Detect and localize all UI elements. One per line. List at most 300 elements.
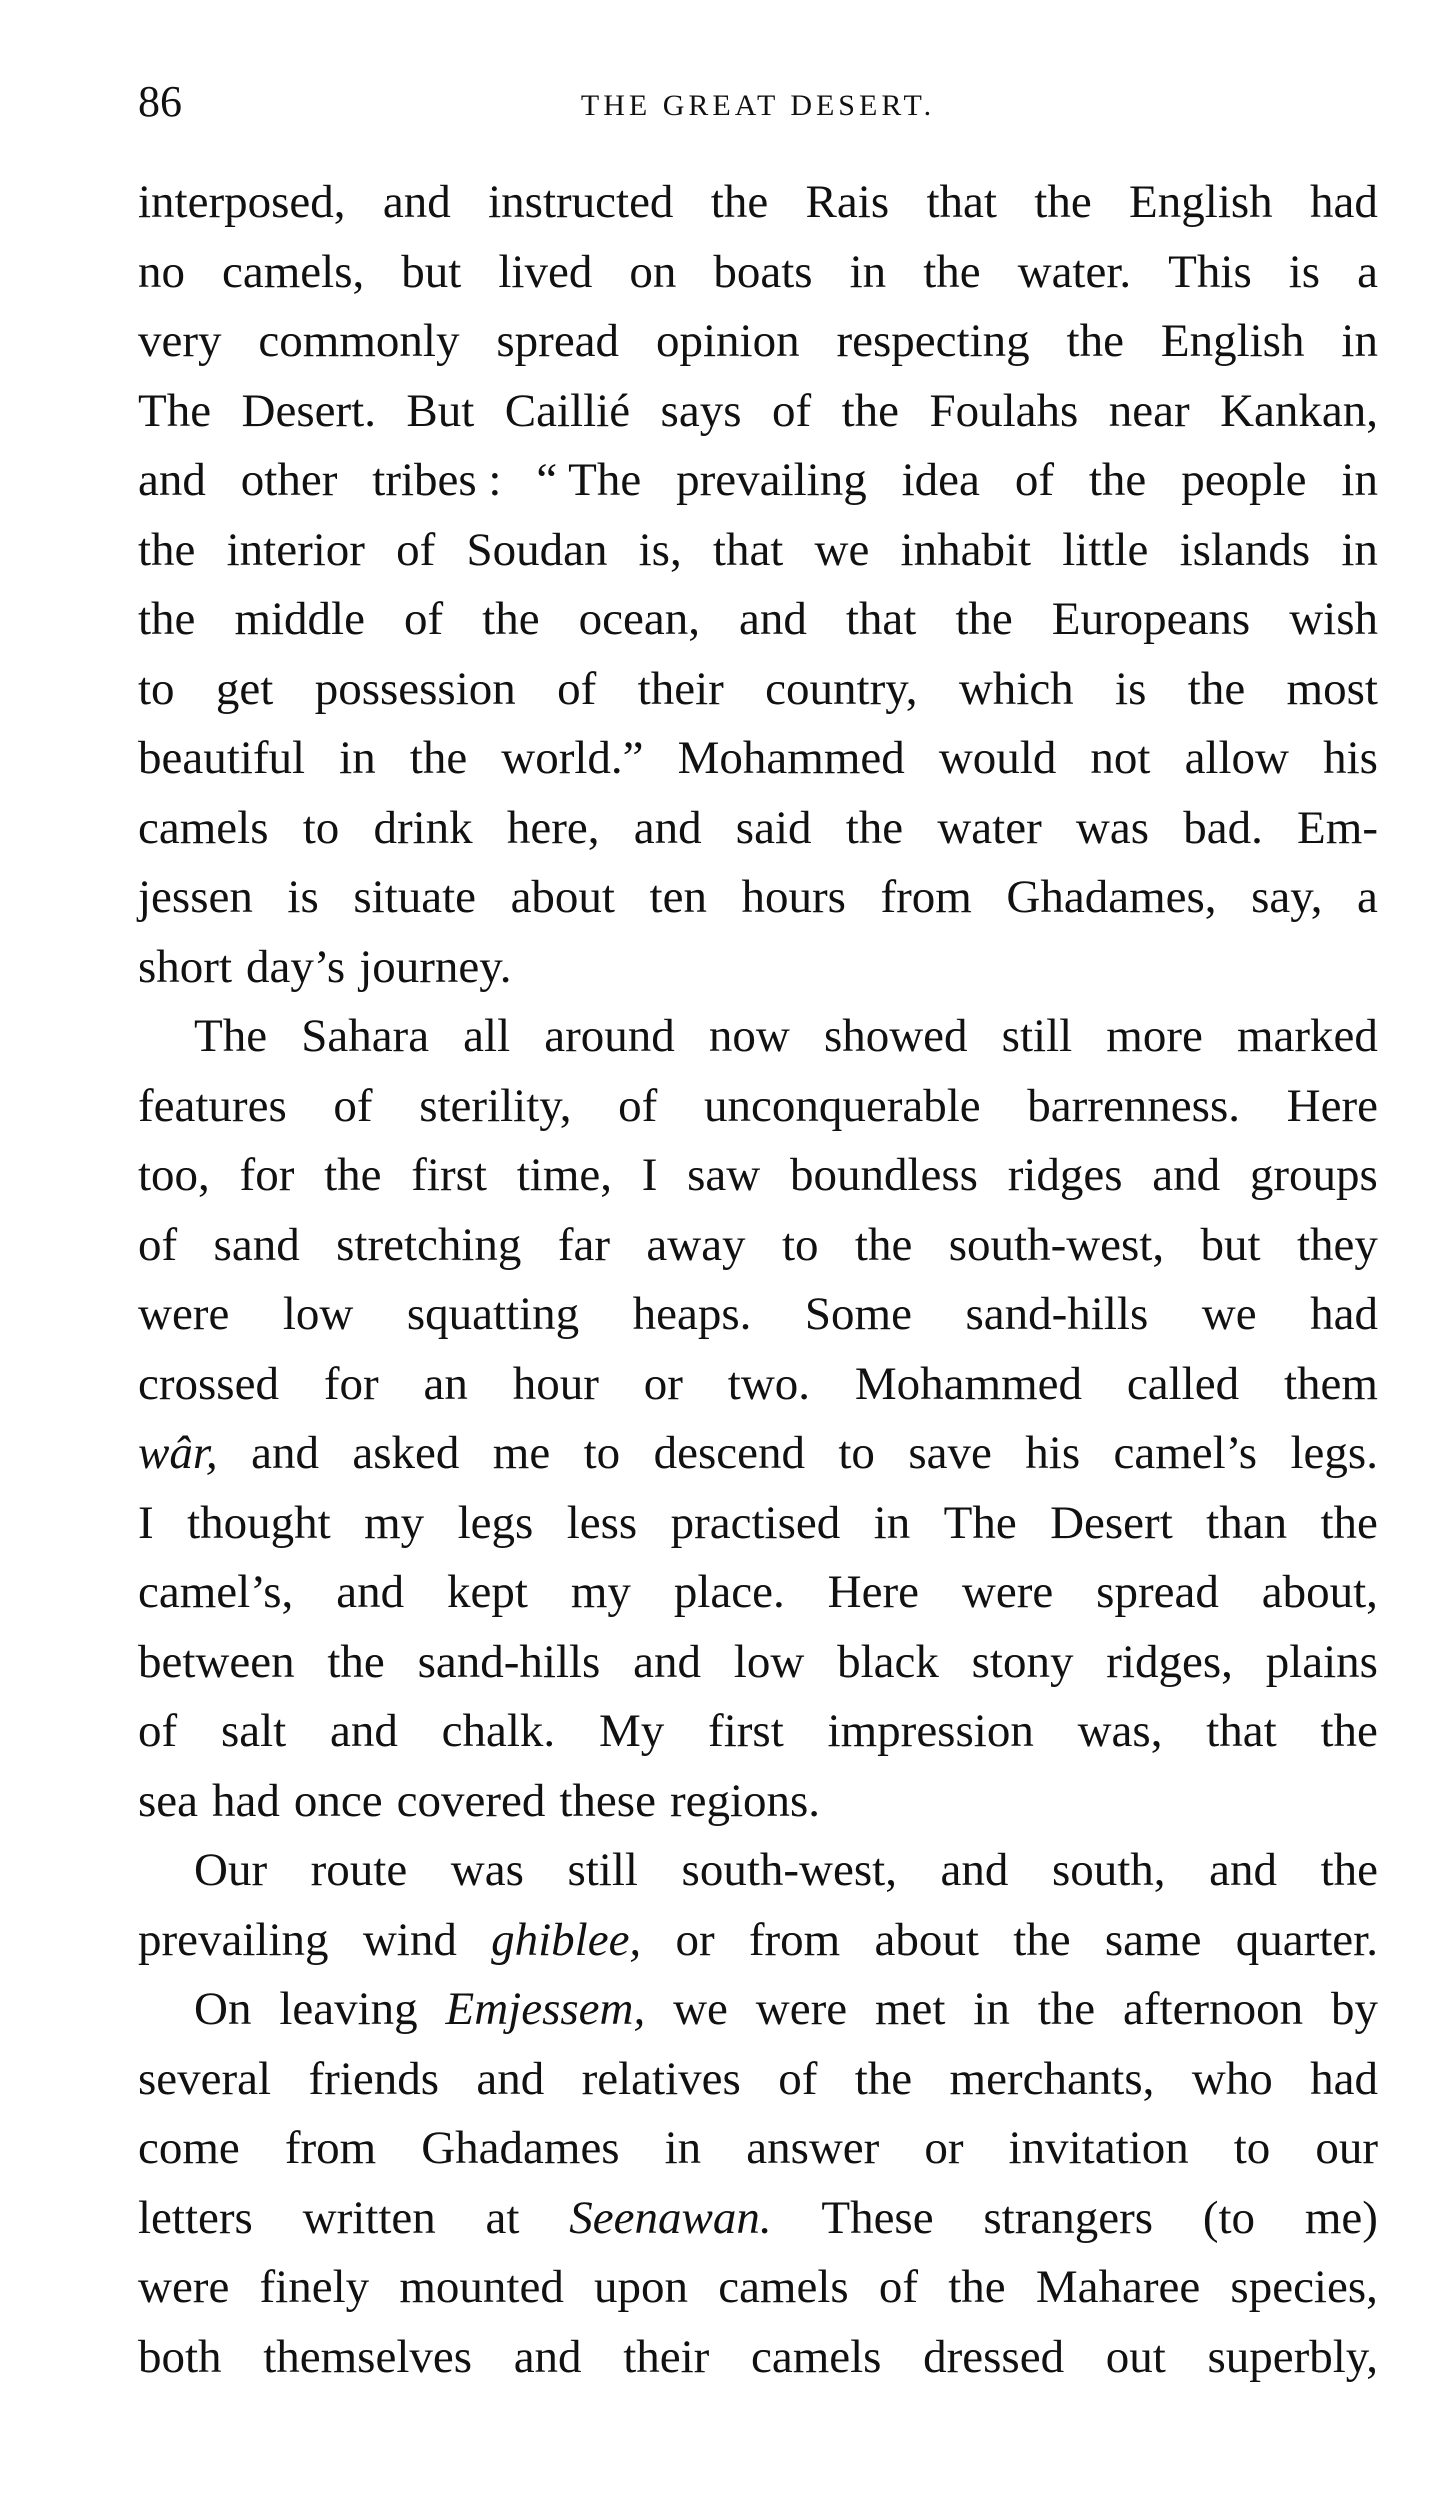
word: legs (457, 1496, 534, 1549)
word: dressed (923, 2330, 1065, 2383)
word: first (411, 1149, 487, 1201)
word: stony (971, 1635, 1074, 1688)
word: of (396, 523, 436, 576)
word: Our (194, 1844, 268, 1896)
word: sand-hills (965, 1288, 1149, 1340)
text-line (138, 1489, 1378, 1559)
word: that (1206, 1705, 1277, 1757)
word: in (849, 245, 887, 298)
word: idea (901, 454, 980, 506)
word: in (1341, 523, 1378, 576)
word: of (333, 1079, 373, 1132)
word: still (1001, 1010, 1073, 1062)
word: practised (670, 1496, 841, 1549)
word: once (293, 1774, 383, 1827)
word: both (138, 2330, 222, 2383)
word: impression (827, 1705, 1034, 1757)
word: salt (220, 1705, 287, 1757)
word: to (583, 1427, 621, 1479)
word: middle (234, 593, 365, 645)
word: a (1357, 871, 1378, 923)
word: upon (594, 2261, 689, 2313)
word: The (138, 384, 212, 437)
word: still (567, 1844, 638, 1896)
text-line (138, 2253, 1378, 2323)
word: of (878, 2261, 919, 2313)
word: kept (447, 1566, 528, 1618)
word: wind (362, 1913, 457, 1966)
word: showed (823, 1010, 968, 1062)
word: or (643, 1357, 683, 1410)
word: merchants, (949, 2052, 1155, 2105)
word: Rais (805, 176, 890, 228)
word: and (336, 1566, 405, 1618)
word: an (423, 1357, 468, 1410)
word: covered (396, 1774, 546, 1827)
word: the (324, 1149, 382, 1201)
word: allow (1184, 732, 1289, 784)
word: would (938, 732, 1057, 784)
word: had (1310, 176, 1378, 228)
word: quarter. (1235, 1913, 1378, 1966)
word: were (755, 1983, 848, 2035)
word: they (1296, 1218, 1378, 1271)
word: chalk. (441, 1705, 556, 1757)
word: their (637, 662, 724, 715)
text-line (138, 2045, 1378, 2115)
word: and (138, 454, 206, 506)
word: were (961, 1566, 1054, 1618)
word: that (926, 176, 997, 228)
word: for (323, 1357, 379, 1410)
word: But (406, 384, 475, 437)
word: their (623, 2330, 710, 2383)
word: in (873, 1496, 911, 1549)
word: hours (741, 871, 846, 923)
word: people (1181, 454, 1307, 506)
word: far (557, 1218, 610, 1271)
word: the (923, 245, 981, 298)
word: water. (1017, 245, 1132, 298)
word: English (1160, 315, 1305, 367)
word: me (492, 1427, 551, 1479)
word: beautiful (138, 732, 306, 784)
word: too, (138, 1149, 210, 1201)
word: camels, (222, 245, 365, 298)
word: says (660, 384, 742, 437)
word: that (845, 593, 917, 645)
word: had (1310, 1288, 1378, 1340)
word: the (710, 176, 769, 228)
word: me) (1304, 2191, 1378, 2244)
word: These (821, 2191, 934, 2244)
word: mounted (399, 2261, 564, 2313)
word: Mohammed (677, 732, 905, 784)
word: plains (1265, 1635, 1378, 1688)
text-line (138, 933, 1378, 1003)
word: Here (1286, 1079, 1378, 1132)
word: had (1310, 2052, 1378, 2105)
word: opinion (655, 315, 800, 367)
word: is (287, 871, 319, 923)
text-line (138, 516, 1378, 586)
word: the (327, 1635, 385, 1688)
text-line (138, 724, 1378, 794)
word: The (943, 1496, 1017, 1549)
word: bad. (1183, 801, 1263, 854)
word: more (1106, 1010, 1203, 1062)
word: the (1187, 662, 1246, 715)
word: of (557, 662, 597, 715)
word: hour (512, 1357, 599, 1410)
text-line (138, 1697, 1378, 1767)
word: Ghadames, (1006, 871, 1217, 923)
word: is, (638, 523, 682, 576)
word: and (251, 1427, 319, 1479)
word: answer (746, 2122, 880, 2174)
word: which (958, 662, 1074, 715)
word: I (138, 1496, 154, 1549)
word: save (908, 1427, 992, 1479)
word: by (1330, 1983, 1378, 2035)
word: Desert (1050, 1496, 1173, 1549)
word: from (284, 2122, 377, 2174)
word: the (841, 384, 899, 437)
word: respecting (836, 315, 1030, 367)
word: about (874, 1913, 979, 1966)
text-line (138, 1211, 1378, 1281)
word: Europeans (1051, 593, 1251, 645)
text-line (138, 446, 1378, 516)
word: was, (1077, 1705, 1163, 1757)
word: the (1066, 315, 1124, 367)
word: we (814, 523, 870, 576)
running-title: THE GREAT DESERT. (580, 89, 936, 122)
word: who (1191, 2052, 1273, 2105)
body-text (138, 168, 1378, 2392)
word: were (138, 2261, 230, 2313)
word: friends (308, 2052, 439, 2105)
word: of (618, 1079, 658, 1132)
word: I (641, 1149, 658, 1201)
word: was (1075, 801, 1150, 854)
word: had (212, 1774, 280, 1827)
word: features (138, 1079, 287, 1132)
word: camels (138, 801, 269, 854)
word: to (781, 1218, 819, 1271)
word: the (1320, 1844, 1378, 1896)
word: interposed, (138, 176, 346, 228)
word: our (1315, 2122, 1378, 2174)
word: first (708, 1705, 784, 1757)
word: camel’s, (138, 1566, 294, 1618)
word: sand (213, 1218, 300, 1271)
word: Foulahs (929, 384, 1079, 437)
word: route (310, 1844, 408, 1896)
text-line (138, 2323, 1378, 2393)
word: finely (259, 2261, 370, 2313)
word: themselves (263, 2330, 473, 2383)
text-line (138, 168, 1378, 238)
word: here, (506, 801, 600, 854)
word: Caillié (504, 384, 631, 437)
text-line (138, 1419, 1378, 1489)
word: get (215, 662, 274, 715)
word: This (1168, 245, 1252, 298)
word: and (330, 1705, 398, 1757)
word: Some (804, 1288, 912, 1340)
word: asked (352, 1427, 460, 1479)
word: met (874, 1983, 946, 2035)
word: most (1286, 662, 1378, 715)
word: not (1090, 732, 1151, 784)
word: in (1341, 454, 1378, 506)
word: and (1152, 1149, 1221, 1201)
text-line (138, 2184, 1378, 2254)
word: now (708, 1010, 790, 1062)
word: say, (1251, 871, 1323, 923)
word: very (138, 315, 222, 367)
word: that (712, 523, 784, 576)
word: spread (496, 315, 620, 367)
word: of (404, 593, 444, 645)
word: and (1209, 1844, 1277, 1896)
word: near (1108, 384, 1190, 437)
word: Desert. (241, 384, 376, 437)
word: the (854, 1218, 913, 1271)
word: “ The (536, 454, 642, 506)
word: boats (713, 245, 813, 298)
text-line (138, 377, 1378, 447)
word: but (1200, 1218, 1261, 1271)
word: the (409, 732, 468, 784)
word: his (1323, 732, 1378, 784)
word: Ghadames (421, 2122, 620, 2174)
word: written (302, 2191, 436, 2244)
word: my (570, 1566, 631, 1618)
word: same (1104, 1913, 1202, 1966)
word: wâr, (138, 1427, 218, 1479)
word: the (1034, 176, 1092, 228)
word: of (1014, 454, 1054, 506)
word: several (138, 2052, 272, 2105)
word: the (138, 593, 196, 645)
word: the (1013, 1913, 1071, 1966)
word: tribes : (372, 454, 502, 506)
word: and (633, 801, 702, 854)
word: were (138, 1288, 230, 1340)
word: away (646, 1218, 746, 1271)
word: in (339, 732, 376, 784)
word: islands (1179, 523, 1311, 576)
word: of (778, 2052, 818, 2105)
word: of (138, 1218, 178, 1271)
word: crossed (138, 1357, 279, 1410)
text-line (138, 2114, 1378, 2184)
word: low (282, 1288, 354, 1340)
word: a (1357, 245, 1378, 298)
word: and (513, 2330, 582, 2383)
word: the (482, 593, 540, 645)
word: black (837, 1635, 939, 1688)
word: camel’s (1113, 1427, 1258, 1479)
word: groups (1249, 1149, 1378, 1201)
word: leaving (279, 1983, 418, 2035)
word: south, (1051, 1844, 1166, 1896)
word: stretching (336, 1218, 522, 1271)
word: possession (314, 662, 516, 715)
word: prevailing (676, 454, 867, 506)
text-line (138, 1836, 1378, 1906)
word: camels (750, 2330, 882, 2383)
word: the (854, 2052, 913, 2105)
word: inhabit (900, 523, 1032, 576)
word: the (955, 593, 1013, 645)
word: than (1206, 1496, 1288, 1549)
word: to (1233, 2122, 1271, 2174)
word: squatting (406, 1288, 580, 1340)
word: of (771, 384, 812, 437)
word: his (1025, 1427, 1081, 1479)
word: afternoon (1123, 1983, 1304, 2035)
word: invitation (1008, 2122, 1189, 2174)
word: we (673, 1983, 728, 2035)
word: about (510, 871, 615, 923)
word: them (1283, 1357, 1378, 1410)
word: world.” (501, 732, 644, 784)
word: or (924, 2122, 964, 2174)
word: ridges (1007, 1149, 1123, 1201)
text-line (138, 1280, 1378, 1350)
word: Soudan (466, 523, 608, 576)
word: (to (1202, 2191, 1256, 2244)
word: the (845, 801, 904, 854)
word: my (364, 1496, 425, 1549)
text-line (138, 863, 1378, 933)
word: situate (353, 871, 477, 923)
word: ridges, (1106, 1635, 1233, 1688)
word: from (880, 871, 972, 923)
word: the (1320, 1496, 1378, 1549)
word: strangers (983, 2191, 1154, 2244)
word: interior (226, 523, 365, 576)
text-line (138, 1141, 1378, 1211)
word: said (735, 801, 812, 854)
word: thought (187, 1496, 331, 1549)
word: jessen (138, 871, 253, 923)
word: camels (718, 2261, 849, 2313)
word: about, (1261, 1566, 1378, 1618)
word: or (675, 1913, 715, 1966)
word: the (138, 523, 196, 576)
word: water (937, 801, 1042, 854)
word: and (476, 2052, 545, 2105)
word: for (239, 1149, 295, 1201)
text-line (138, 1767, 1378, 1837)
word: no (138, 245, 185, 298)
word: Mohammed (854, 1357, 1083, 1410)
text-line (138, 585, 1378, 655)
word: unconquerable (703, 1079, 981, 1132)
word: two. (727, 1357, 811, 1410)
word: legs. (1290, 1427, 1378, 1479)
text-line (138, 1628, 1378, 1698)
word: boundless (789, 1149, 978, 1201)
text-line (138, 1558, 1378, 1628)
word: to (138, 662, 175, 715)
word: relatives (581, 2052, 741, 2105)
word: out (1105, 2330, 1166, 2383)
word: Here (827, 1566, 919, 1618)
word: and (738, 593, 807, 645)
word: around (544, 1010, 675, 1062)
word: ten (649, 871, 707, 923)
word: English (1129, 176, 1273, 228)
word: was (450, 1844, 524, 1896)
word: from (748, 1913, 841, 1966)
word: The (194, 1010, 268, 1062)
page-number: 86 (138, 77, 182, 126)
text-line (138, 238, 1378, 308)
word: south-west, (681, 1844, 897, 1896)
text-line (138, 794, 1378, 864)
word: letters (138, 2191, 253, 2244)
word: short (138, 940, 232, 993)
word: between (138, 1635, 295, 1688)
text-line (138, 1906, 1378, 1976)
word: on (629, 245, 677, 298)
word: little (1062, 523, 1149, 576)
word: to (302, 801, 340, 854)
text-line (138, 1350, 1378, 1420)
word: Sahara (301, 1010, 430, 1062)
word: less (566, 1496, 638, 1549)
word: called (1126, 1357, 1240, 1410)
word: is (1115, 662, 1147, 715)
word: ghiblee, (491, 1913, 642, 1966)
word: sterility, (419, 1079, 572, 1132)
word: wish (1289, 593, 1378, 645)
word: instructed (488, 176, 674, 228)
word: ocean, (578, 593, 700, 645)
word: regions. (669, 1774, 821, 1827)
word: in (664, 2122, 702, 2174)
word: My (598, 1705, 665, 1757)
word: in (1341, 315, 1378, 367)
word: Emjessem, (445, 1983, 646, 2035)
word: saw (687, 1149, 761, 1201)
word: is (1288, 245, 1321, 298)
word: all (463, 1010, 511, 1062)
word: the (1088, 454, 1147, 506)
word: Maharee (1035, 2261, 1201, 2313)
word: Kankan, (1220, 384, 1378, 437)
word: descend (653, 1427, 805, 1479)
word: commonly (258, 315, 460, 367)
word: time, (516, 1149, 612, 1201)
word: the (948, 2261, 1006, 2313)
word: marked (1236, 1010, 1378, 1062)
word: at (485, 2191, 520, 2244)
word: heaps. (632, 1288, 752, 1340)
word: other (240, 454, 338, 506)
word: sand-hills (417, 1635, 601, 1688)
text-line (138, 1975, 1378, 2045)
word: in (973, 1983, 1010, 2035)
word: sea (138, 1774, 199, 1827)
word: superbly, (1207, 2330, 1378, 2383)
running-head (138, 72, 1378, 132)
